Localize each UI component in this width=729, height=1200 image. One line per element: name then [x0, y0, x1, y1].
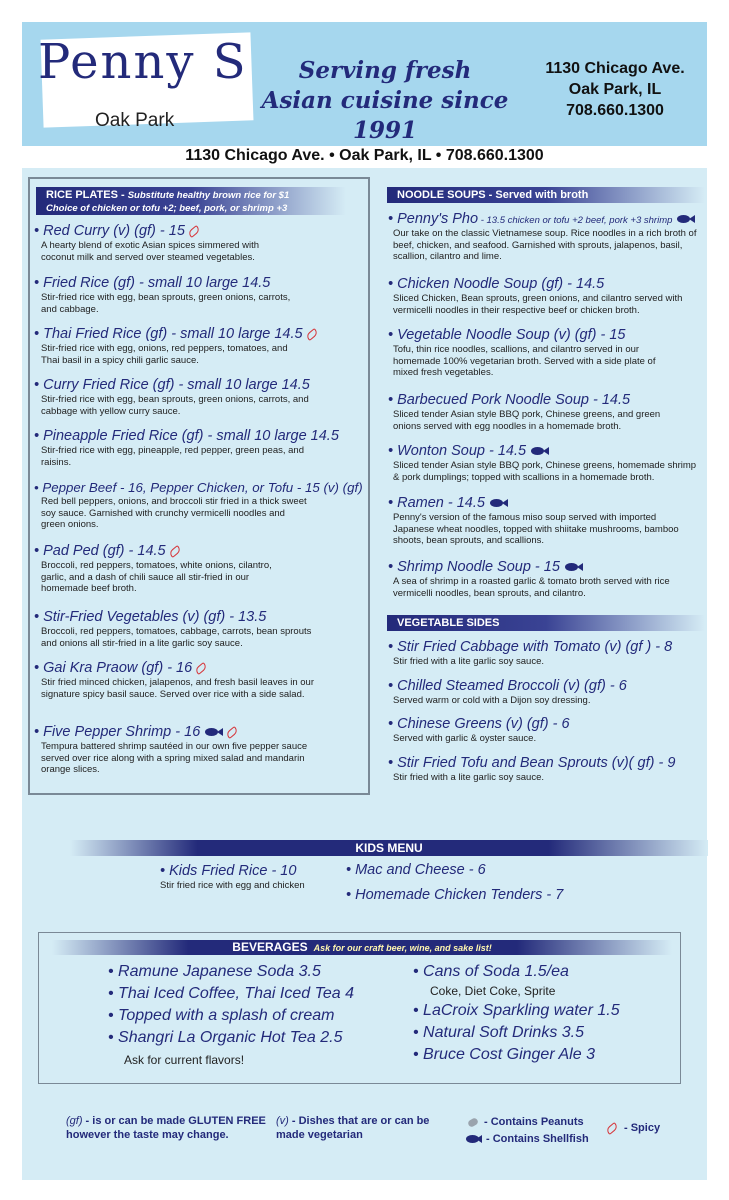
menu-item-title: • Kids Fried Rice - 10 [160, 863, 297, 879]
menu-item-desc: Sliced tender Asian style BBQ pork, Chinese greens, homemade shrimp & pork dumplings; topped with scallions in a homemade broth. [393, 460, 697, 483]
menu-item-title-text: • Shrimp Noodle Soup - 15 [388, 559, 560, 575]
menu-item-title-text: • Gai Kra Praow (gf) - 16 [34, 660, 193, 676]
menu-item-desc: Stir-fried rice with egg, onions, red peppers, tomatoes, and Thai basil in a spicy chili garlic sauce. [41, 343, 288, 366]
beverages-heading [52, 940, 672, 955]
menu-item [34, 724, 364, 776]
shellfish-icon [466, 1134, 482, 1144]
legend-vegetarian [276, 1114, 429, 1142]
menu-item [388, 755, 708, 784]
menu-item [388, 495, 708, 547]
legend-gf-key: (gf) [66, 1115, 83, 1127]
beverage-item: • Topped with a splash of cream [108, 1007, 335, 1024]
menu-item-title-text: • Penny's Pho [388, 211, 479, 227]
menu-item-title [388, 443, 708, 459]
shellfish-icon [205, 727, 223, 737]
menu-item-desc: Stir-fried rice with egg, pineapple, red pepper, green peas, and raisins. [41, 445, 304, 468]
vegetable-sides-heading: VEGETABLE SIDES [387, 615, 705, 631]
rice-plates-note-1: Substitute healthy brown rice for $1 [127, 190, 290, 201]
spicy-pepper-icon [194, 662, 208, 675]
legend-spicy [606, 1121, 660, 1135]
menu-item-title-text: • Wonton Soup - 14.5 [388, 443, 527, 459]
legend-gf-text-1: - is or can be made GLUTEN FREE [82, 1115, 266, 1127]
menu-item-title-text: • Thai Fried Rice (gf) - small 10 large 14.5 [34, 326, 303, 342]
menu-item-title: • Stir-Fried Vegetables (v) (gf) - 13.5 [34, 609, 267, 625]
noodle-soups-heading: NOODLE SOUPS - Served with broth [387, 187, 705, 203]
menu-item-desc: A hearty blend of exotic Asian spices simmered with coconut milk and served over steamed vegetables. [41, 240, 260, 263]
beverages-title: BEVERAGES [232, 940, 308, 954]
beverage-item: • Thai Iced Coffee, Thai Iced Tea 4 [108, 985, 355, 1002]
rice-plates-title: RICE PLATES - [46, 189, 125, 201]
menu-item [388, 559, 708, 599]
menu-item-title [34, 724, 364, 740]
menu-item-title [34, 543, 364, 559]
menu-item-title [388, 495, 708, 511]
spicy-pepper-icon [187, 225, 201, 238]
legend-shellfish [466, 1132, 589, 1146]
legend-v-text-1: - Dishes that are or can be [288, 1115, 430, 1127]
rice-plates-heading [36, 187, 346, 215]
rice-plates-note-2: Choice of chicken or tofu +2; beef, pork, or shrimp +3 [46, 203, 288, 214]
beverage-item: • Bruce Cost Ginger Ale 3 [413, 1046, 595, 1063]
shellfish-icon [565, 562, 583, 572]
tagline [250, 56, 520, 146]
beverage-item: • Ramune Japanese Soda 3.5 [108, 963, 321, 980]
menu-item [34, 377, 364, 417]
menu-item-title [34, 660, 364, 676]
menu-item-title: • Barbecued Pork Noodle Soup - 14.5 [388, 392, 631, 408]
menu-item-desc: Served warm or cold with a Dijon soy dressing. [393, 695, 591, 706]
menu-item [34, 275, 354, 315]
beverage-item: • LaCroix Sparkling water 1.5 [413, 1002, 620, 1019]
menu-item-title: • Curry Fried Rice (gf) - small 10 large 14.5 [34, 377, 310, 393]
spicy-pepper-icon [605, 1122, 619, 1135]
legend-peanuts [468, 1115, 584, 1129]
menu-item-title-text: • Pad Ped (gf) - 14.5 [34, 543, 166, 559]
menu-item [346, 862, 486, 878]
menu-item [388, 392, 708, 432]
menu-item-desc: Red bell peppers, onions, and broccoli stir fried in a thick sweet soy sauce. Garnished with crunchy vermicelli noodles and green onions. [41, 496, 307, 530]
menu-item-desc: Served with garlic & oyster sauce. [393, 733, 537, 744]
menu-item-desc: Tofu, thin rice noodles, scallions, and cilantro served in our homemade 100% vegetarian broth. Served with a side plate of mixed fresh vegetables. [393, 344, 656, 378]
menu-item-desc: Stir fried minced chicken, jalapenos, and fresh basil leaves in our signature spicy basil sauce. Served over rice with a side salad. [41, 677, 315, 700]
menu-item-title-text: • Red Curry (v) (gf) - 15 [34, 223, 185, 239]
phone-number: 708.660.1300 [566, 102, 664, 119]
menu-item-title: • Fried Rice (gf) - small 10 large 14.5 [34, 275, 271, 291]
beverage-item: • Cans of Soda 1.5/ea [413, 963, 569, 980]
menu-item-title [388, 559, 708, 575]
logo-name: Penny S [38, 34, 248, 90]
menu-item [34, 326, 364, 366]
shellfish-icon [677, 214, 695, 224]
legend-v-key: (v) [276, 1115, 289, 1127]
menu-item-desc: Stir-fried rice with egg, bean sprouts, green onions, carrots, and cabbage with yellow curry sauce. [41, 394, 309, 417]
menu-item-title: • Chicken Noodle Soup (gf) - 14.5 [388, 276, 605, 292]
menu-item [388, 276, 708, 316]
beverage-note: Coke, Diet Coke, Sprite [430, 984, 556, 998]
menu-item-title: • Stir Fried Cabbage with Tomato (v) (gf ) - 8 [388, 639, 673, 655]
beverage-item: • Shangri La Organic Hot Tea 2.5 [108, 1029, 343, 1046]
menu-item-desc: Sliced Chicken, Bean sprouts, green onions, and cilantro served with vermicelli noodles in their respective beef or chicken broth. [393, 293, 683, 316]
menu-item-title: • Chinese Greens (v) (gf) - 6 [388, 716, 570, 732]
beverage-note: Ask for current flavors! [124, 1053, 245, 1067]
shellfish-icon [490, 498, 508, 508]
sub-address: 1130 Chicago Ave. • Oak Park, IL • 708.660.1300 [185, 147, 544, 164]
menu-item [34, 660, 364, 700]
menu-item-title [34, 223, 354, 239]
menu-item-desc: Stir fried rice with egg and chicken [160, 880, 305, 891]
menu-item [34, 543, 364, 595]
menu-item-title [34, 326, 364, 342]
menu-item-desc: Tempura battered shrimp sautéed in our own five pepper sauce served over rice along with a spring mixed salad and mandarin orange slices. [41, 741, 308, 775]
legend-v-text-2: made vegetarian [276, 1129, 363, 1141]
address-street: 1130 Chicago Ave. [545, 60, 685, 77]
menu-item [388, 639, 708, 668]
spicy-pepper-icon [168, 545, 182, 558]
menu-item [346, 887, 563, 903]
menu-item [388, 678, 708, 707]
menu-item-desc: Stir fried with a lite garlic soy sauce. [393, 772, 545, 783]
kids-menu-heading: KIDS MENU [70, 840, 708, 856]
menu-item-desc: Sliced tender Asian style BBQ pork, Chinese greens, and green onions served with egg noodles in a homemade broth. [393, 409, 661, 432]
menu-item-desc: A sea of shrimp in a roasted garlic & tomato broth served with rice vermicelli noodles, bean sprouts, and cilantro. [393, 576, 670, 599]
menu-item-title: • Mac and Cheese - 6 [346, 862, 486, 878]
menu-item-desc: Our take on the classic Vietnamese soup. Rice noodles in a rich broth of beef, chicken, and seafood. Garnished with sprouts, jalapenos, basil, scallion, cilantro and lime. [393, 228, 697, 262]
beverages-note: Ask for our craft beer, wine, and sake list! [313, 943, 492, 953]
menu-item-desc: Broccoli, red peppers, tomatoes, cabbage, carrots, bean sprouts and onions all stir-fried in a lite garlic soy sauce. [41, 626, 312, 649]
menu-item-title-text: • Ramen - 14.5 [388, 495, 485, 511]
menu-item [34, 480, 364, 531]
menu-item-title: • Vegetable Noodle Soup (v) (gf) - 15 [388, 327, 626, 343]
menu-item [34, 609, 364, 649]
tagline-line-1: Serving fresh [298, 57, 472, 84]
menu-item-title: • Pepper Beef - 16, Pepper Chicken, or Tofu - 15 (v) (gf) [34, 480, 363, 495]
address-city: Oak Park, IL [568, 81, 662, 98]
legend-spicy-text: - Spicy [624, 1122, 661, 1134]
menu-item-title: • Pineapple Fried Rice (gf) - small 10 large 14.5 [34, 428, 339, 444]
menu-item [388, 327, 708, 379]
menu-item-title: • Homemade Chicken Tenders - 7 [346, 887, 564, 903]
legend-gf-text-2: however the taste may change. [66, 1129, 229, 1141]
shellfish-icon [531, 446, 549, 456]
menu-item-desc: Stir fried with a lite garlic soy sauce. [393, 656, 545, 667]
menu-item [388, 443, 708, 483]
legend-shellfish-text: - Contains Shellfish [486, 1133, 589, 1145]
spicy-pepper-icon [305, 328, 319, 341]
menu-item-desc: Broccoli, red peppers, tomatoes, white onions, cilantro, garlic, and a dash of chili sauce all stir-fried in our homemade beef broth. [41, 560, 272, 594]
menu-item-title: • Stir Fried Tofu and Bean Sprouts (v)( gf) - 9 [388, 755, 676, 771]
legend-peanuts-text: - Contains Peanuts [484, 1116, 584, 1128]
menu-item-title: • Chilled Steamed Broccoli (v) (gf) - 6 [388, 678, 627, 694]
spicy-pepper-icon [225, 726, 239, 739]
header-address [530, 58, 700, 121]
menu-item [388, 211, 708, 263]
tagline-line-2: Asian cuisine since 1991 [261, 87, 509, 144]
menu-item [160, 863, 305, 892]
menu-item-title-text: • Five Pepper Shrimp - 16 [34, 724, 201, 740]
menu-item [34, 428, 364, 468]
menu-item [34, 223, 354, 263]
menu-item-desc: Penny's version of the famous miso soup served with imported Japanese wheat noodles, topped with shiitake mushrooms, bamboo shoots, bean sprouts, and scallions. [393, 512, 679, 546]
menu-item-title [388, 211, 708, 227]
legend-gluten-free [66, 1114, 266, 1142]
menu-item [388, 716, 708, 745]
beverage-item: • Natural Soft Drinks 3.5 [413, 1024, 584, 1041]
menu-item-desc: Stir-fried rice with egg, bean sprouts, green onions, carrots, and cabbage. [41, 292, 291, 315]
peanut-icon [467, 1117, 479, 1128]
logo-location: Oak Park [95, 110, 175, 131]
menu-item-price-note: - 13.5 chicken or tofu +2 beef, pork +3 shrimp [478, 215, 673, 226]
